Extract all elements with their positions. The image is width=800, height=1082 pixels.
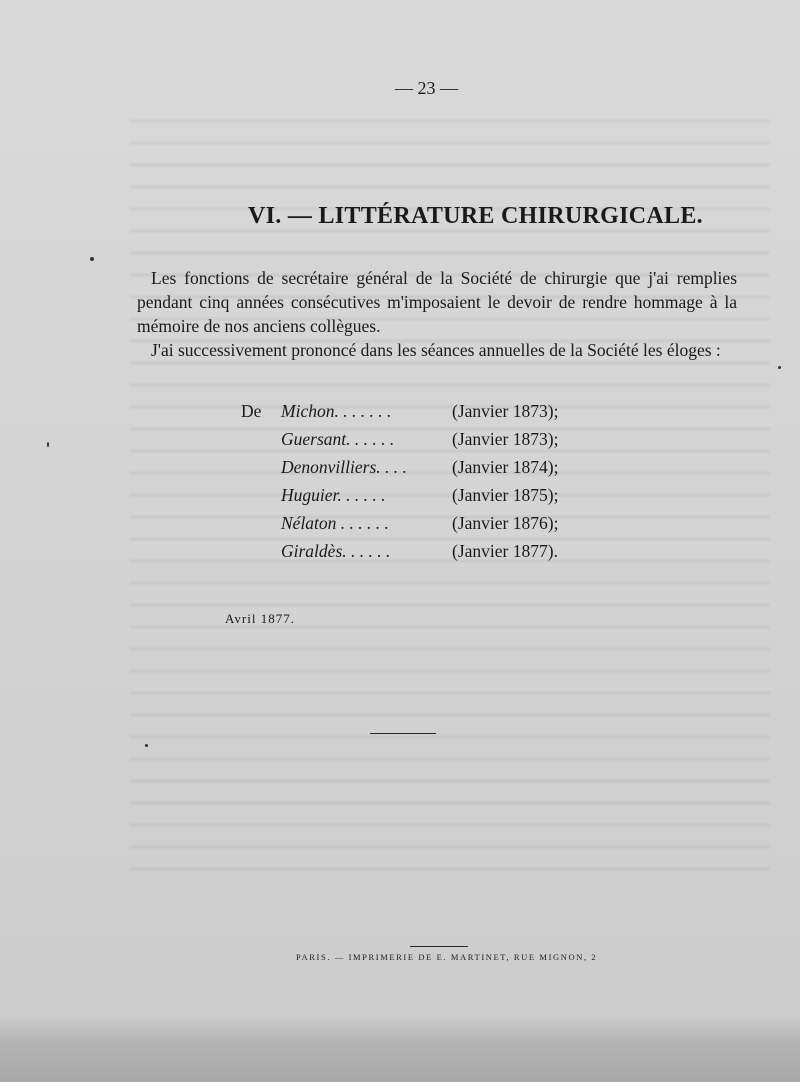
paragraph-eloges-intro: J'ai successivement prononcé dans les séances annuelles de la Société les éloges : xyxy=(151,340,721,360)
paragraph-intro: Les fonctions de secrétaire général de la Société de chirurgie que j'ai remplies pendant cinq années consécutives m'imposaient le devoir de rendre hommage à la mémoire de nos anciens collègues. xyxy=(137,268,737,336)
ink-speck xyxy=(47,442,49,447)
eloge-name: Nélaton . . . . . . xyxy=(281,513,389,533)
ink-speck xyxy=(145,744,148,747)
eloge-date: (Janvier 1875); xyxy=(452,485,559,505)
eloge-name: Denonvilliers. . . . xyxy=(281,457,407,477)
eloge-name: Huguier. . . . . . xyxy=(281,485,386,505)
page-edge-shadow xyxy=(0,1015,800,1082)
eloge-date: (Janvier 1873); xyxy=(452,429,559,449)
eloge-date: (Janvier 1877). xyxy=(452,541,558,561)
eloge-prefix: De xyxy=(241,401,262,421)
imprint-rule xyxy=(410,946,468,947)
eloge-date: (Janvier 1876); xyxy=(452,513,559,533)
eloge-date: (Janvier 1873); xyxy=(452,401,559,421)
section-title: VI. — LITTÉRATURE CHIRURGICALE. xyxy=(248,203,703,229)
show-through-texture xyxy=(130,120,770,880)
page-number: — 23 — xyxy=(395,78,458,98)
ink-speck xyxy=(90,257,94,261)
eloge-name: Guersant. . . . . . xyxy=(281,429,395,449)
eloge-name: Giraldès. . . . . . xyxy=(281,541,391,561)
separator-rule xyxy=(370,733,436,734)
eloge-date: (Janvier 1874); xyxy=(452,457,559,477)
printer-imprint: PARIS. — IMPRIMERIE DE E. MARTINET, RUE MIGNON, 2 xyxy=(296,952,598,962)
eloge-name: Michon. . . . . . . xyxy=(281,401,392,421)
date-line: Avril 1877. xyxy=(225,611,295,626)
ink-speck xyxy=(778,366,781,369)
